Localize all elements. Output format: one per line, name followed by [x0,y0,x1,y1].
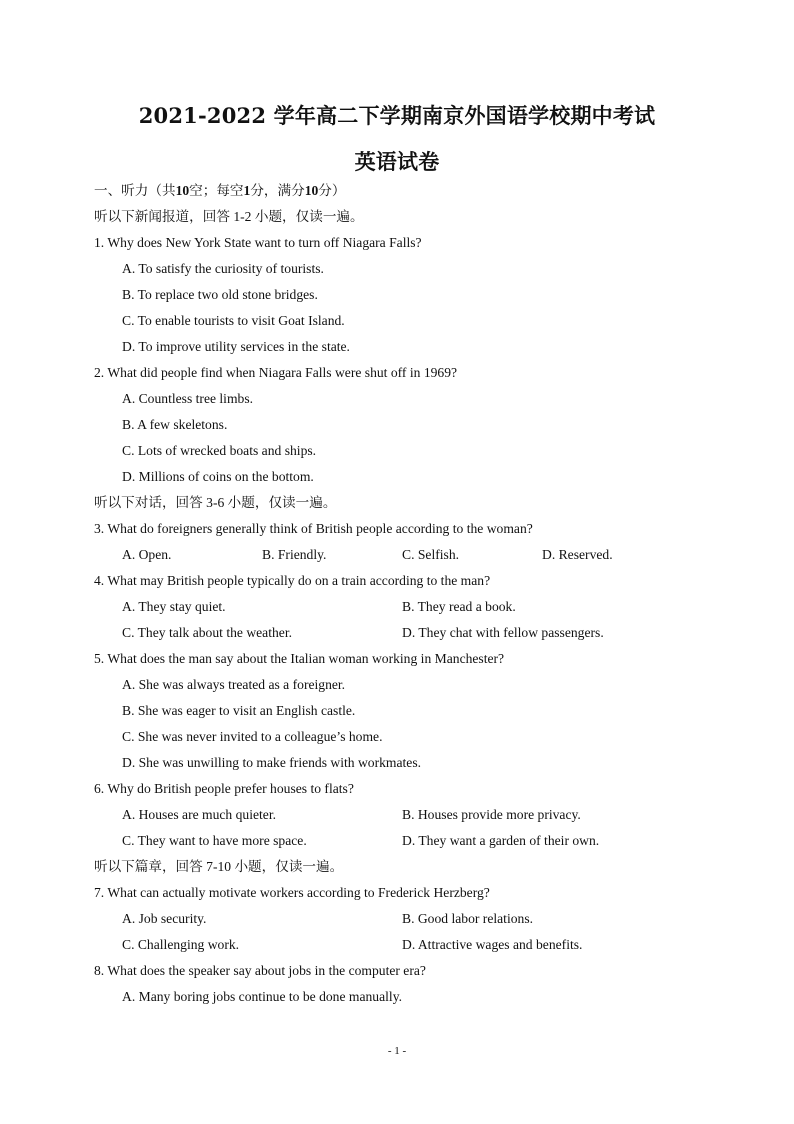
q2-option-c: C. Lots of wrecked boats and ships. [122,443,317,458]
exam-subtitle: 英语试卷 [354,149,440,174]
q2-option-b: B. A few skeletons. [122,417,228,432]
q3-option-a: A. Open. [122,547,172,562]
q5-option-a: A. She was always treated as a foreigner. [122,677,346,692]
question-2: 2. What did people find when Niagara Falls were shut off in 1969? [94,365,458,380]
q6-option-c: C. They want to have more space. [122,833,307,848]
instruction-passage: 听以下篇章，回答 7-10 小题，仅读一遍。 [94,859,344,874]
q6-option-a: A. Houses are much quieter. [122,807,277,822]
instruction-dialogue: 听以下对话，回答 3-6 小题，仅读一遍。 [94,495,337,510]
q1-option-b: B. To replace two old stone bridges. [122,287,318,302]
q2-option-d: D. Millions of coins on the bottom. [122,469,314,484]
q2-option-a: A. Countless tree limbs. [122,391,254,406]
question-1: 1. Why does New York State want to turn off Niagara Falls? [94,235,422,250]
q7-option-b: B. Good labor relations. [402,911,534,926]
q7-option-d: D. Attractive wages and benefits. [402,937,583,952]
question-6: 6. Why do British people prefer houses to flats? [94,781,354,796]
q5-option-c: C. She was never invited to a colleague’s home. [122,729,383,744]
q6-option-d: D. They want a garden of their own. [402,833,600,848]
section-heading: 一、听力（共10空；每空1分，满分10分） [94,183,346,198]
q3-option-b: B. Friendly. [262,547,327,562]
q4-option-c: C. They talk about the weather. [122,625,293,640]
question-7: 7. What can actually motivate workers according to Frederick Herzberg? [94,885,490,900]
instruction-news: 听以下新闻报道，回答 1-2 小题，仅读一遍。 [94,209,364,224]
q7-option-a: A. Job security. [122,911,207,926]
question-3: 3. What do foreigners generally think of British people according to the woman? [94,521,533,536]
q3-option-c: C. Selfish. [402,547,460,562]
q3-option-d: D. Reserved. [542,547,613,562]
exam-title: 2021-2022 学年高二下学期南京外国语学校期中考试 [138,103,656,128]
q5-option-d: D. She was unwilling to make friends with workmates. [122,755,422,770]
q4-option-d: D. They chat with fellow passengers. [402,625,604,640]
question-5: 5. What does the man say about the Italian woman working in Manchester? [94,651,505,666]
q7-option-c: C. Challenging work. [122,937,240,952]
question-4: 4. What may British people typically do on a train according to the man? [94,573,491,588]
question-8: 8. What does the speaker say about jobs in the computer era? [94,963,426,978]
q1-option-d: D. To improve utility services in the state. [122,339,350,354]
q4-option-b: B. They read a book. [402,599,516,614]
q1-option-c: C. To enable tourists to visit Goat Island. [122,313,345,328]
page-number: - 1 - [387,1045,407,1057]
q4-option-a: A. They stay quiet. [122,599,226,614]
q8-option-a: A. Many boring jobs continue to be done manually. [122,989,403,1004]
q5-option-b: B. She was eager to visit an English castle. [122,703,356,718]
q1-option-a: A. To satisfy the curiosity of tourists. [122,261,324,276]
q6-option-b: B. Houses provide more privacy. [402,807,581,822]
